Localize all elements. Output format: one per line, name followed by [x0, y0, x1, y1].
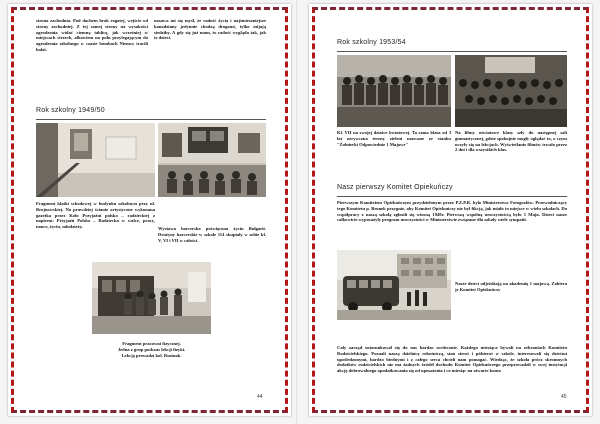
left-page	[8, 4, 291, 416]
section-heading-1949: Rok szkolny 1949/50	[36, 107, 105, 114]
photo-staircase	[36, 123, 155, 197]
caption-physics-line3: Lekcję prowadzi kol. Rusinak.	[121, 353, 182, 358]
caption-staircase: Fragment klatki schodowej w budynku szkolnym przy ul. Brojnowskiej. Na prawdziej ścianie artystyczne wykonana gazetka przez Koło Przyjaźni polsko – radzieckiej z napisem: Przyjaźń Polsko – Radziecka w walce, pracy, nauce, życiu, młodzieży.	[36, 201, 155, 230]
heading-rule	[337, 51, 567, 52]
caption-scout-exhibition: Wystawa harcerska poświęcona życiu Bułgarii. Drużyny harcerskie w szkole 114 skupiały w sobie kl. V, VI i VII w całości.	[158, 226, 266, 243]
book-gutter	[296, 0, 297, 424]
right-page	[309, 4, 592, 416]
caption-physics-line1: Fragment pracowni fizycznej.	[122, 341, 181, 346]
photo-scout-exhibition	[158, 123, 266, 197]
section-heading-1953: Rok szkolny 1953/54	[337, 39, 406, 46]
page-number-left: 44	[257, 394, 263, 400]
caption-film-screening: Na filmy oświatowe klasy szły do następnej sali gimnastycznej, gdzie spokojnie mogły oglądać to, o czym uczyły się na lekcjach. Wyświetlanie filmów trwało przez 2 dni i dla wszystkich klas.	[455, 130, 567, 153]
committee-paragraph: Pierwszym Komitetem Opiekuńczym przydzielonym przez P.Z.P.R. było Ministerstwo Fotografów. Przewodniczący tego Komitetu p. Bronek przygniz. aby Komitet Opiekuńczy nie był fikcją, jak miało to miejsce w wielu szkołach. Do współpracy z naszą szkołą zgłosili się wiosną 1949r. Pierwszą wspólną uroczystością było 1 Maja. Dzieci nasze całkowicie wyposażyły program uroczystości w Ministerstwie związane dla szkoły wiele sympatii.	[337, 200, 567, 223]
photo-film-screening	[455, 55, 567, 127]
caption-physics-line2: Jedna z grup podczas lekcji fizyki.	[117, 347, 186, 352]
heading-rule	[36, 119, 266, 120]
photo-class-garden	[337, 55, 451, 127]
committee-bottom-paragraph: Cały zarząd ustosunkował się do nas bardzo serdecznie. Każdego miesiąca bywali na zebraniach Komitetu Rodzicielskiego. Poznali naszą dzielnicę robotniczą, stan sierot i półsierot w szkole, interesowali się dziećmi upośledzonymi, bardzo biednymi i z całego serca chcieli nam pomagać. Wiedząc, że szkoła prócz skromnych dodatków rodzicielskich nie ma żadnych źródeł dochodu Komitet Opiekuńczego przeprowadził w swej instytucji akcję dobrowolnego opodatkowania się od uposażenia i co miesiąc na otwarte konto	[337, 345, 567, 374]
section-heading-committee: Nasz pierwszy Komitet Opiekuńczy	[337, 184, 453, 191]
photo-physics-lab	[92, 262, 211, 334]
photo-bus	[337, 250, 451, 320]
heading-rule	[337, 196, 567, 197]
intro-text-col1: strona zachodnia. Pod dachem brak rogatej, wejście od strony zachodniej. Z tej samej strony na wysokości ogrodzenia widać ciemną tablicę, jak wcześniej w miejscach strzech, albowiem na polu przylegającym do ogrodzenia szkolnego w czasie bombach Niemcy tracili ludzi.	[36, 18, 148, 52]
caption-class-garden: Kl. VII na swojej dziatce kwiatowej. Ta sama klasa od 3 lat ozrywczna tereny zieleni nazwane ze stanku "Żołnierki Odpowiednie 1 Majowe"	[337, 130, 451, 147]
intro-text-col2: nasawa mi się myśl, że radość życia i najśmieszniejsze kanadziany jedynnie chodzą drogami, tylko mijają siedziby. A gdy się już mam, to radość wygląda tak, jak te dzieci.	[154, 18, 266, 41]
page-number-right: 45	[561, 394, 567, 400]
caption-bus: Nasze dzieci odjeżdżają na akademię 1 majową. Zabiera je Komitet Opiekuńczy	[455, 281, 567, 292]
